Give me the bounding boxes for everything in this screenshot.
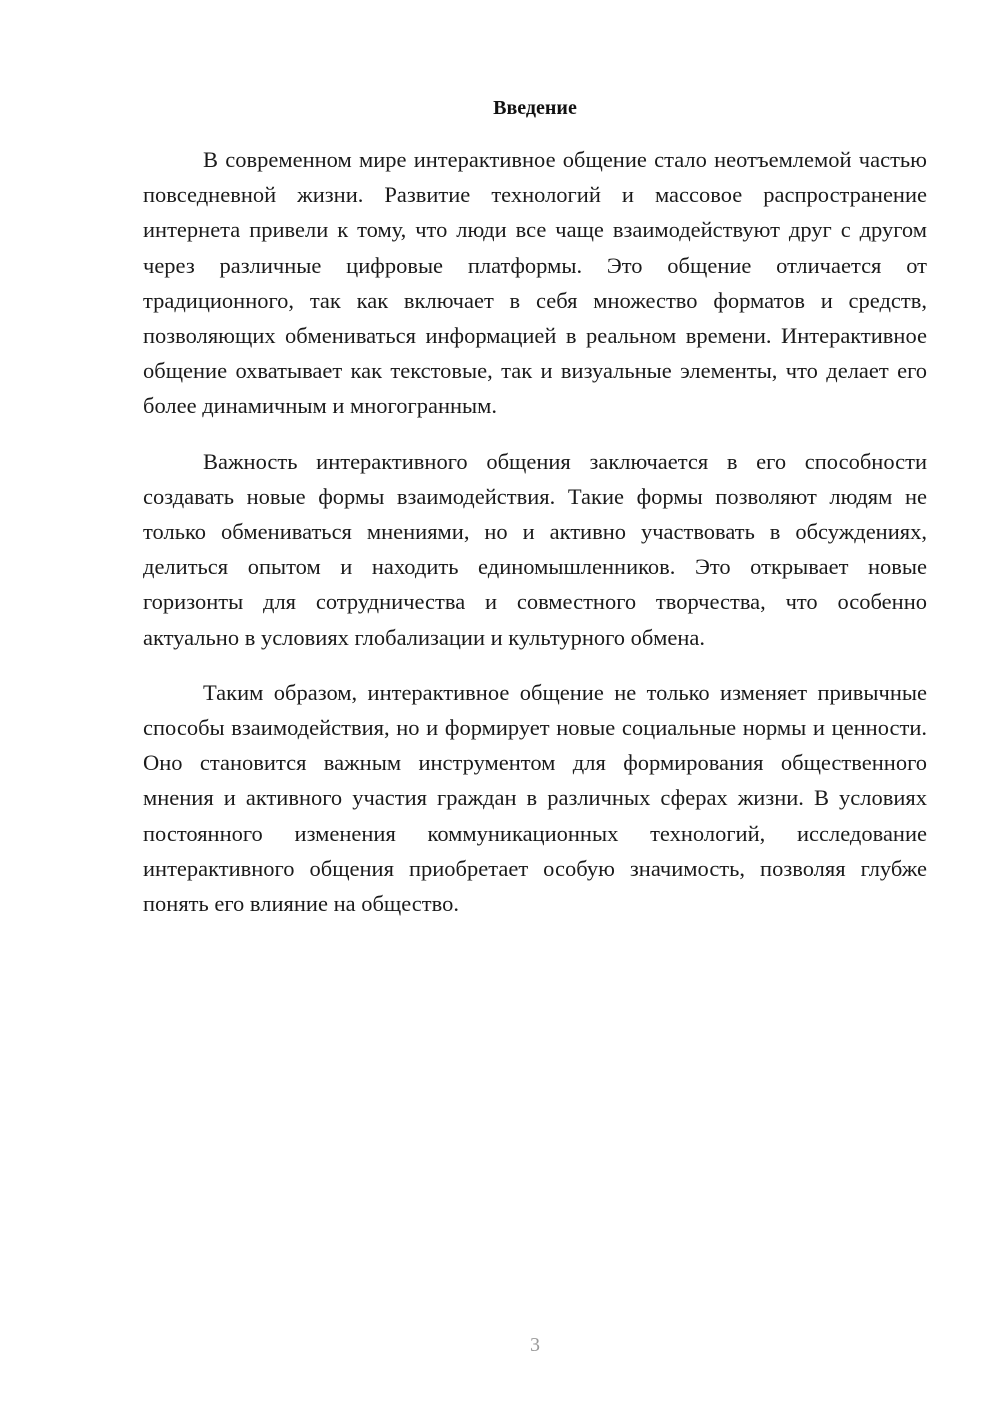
paragraph-2: Важность интерактивного общения заключается в его способности создавать новые формы взаимодействия. Такие формы позволяют людям не только обмениваться мнениями, но и активно участвовать в обсуждениях, делиться опытом и находить единомышленников. Это открывает новые горизонты для сотрудничества и совместного творчества, что особенно актуально в условиях глобализации и культурного обмена. bbox=[143, 448, 927, 650]
paragraph-1: В современном мире интерактивное общение стало неотъемлемой частью повседневной жизни. Развитие технологий и массовое распространение интернета привели к тому, что люди все чаще взаимодействуют друг с другом через различные цифровые платформы. Это общение отличается от традиционного, так как включает в себя множество форматов и средств, позволяющих обмениваться информацией в реальном времени. Интерактивное общение охватывает как текстовые, так и визуальные элементы, что делает его более динамичным и многогранным. bbox=[143, 147, 927, 419]
document-body bbox=[143, 142, 927, 941]
paragraph-3: Таким образом, интерактивное общение не только изменяет привычные способы взаимодействия, но и формирует новые социальные нормы и ценности. Оно становится важным инструментом для формирования общественного мнения и активного участия граждан в различных сферах жизни. В условиях постоянного изменения коммуникационных технологий, исследование интерактивного общения приобретает особую значимость, позволяя глубже понять его влияние на общество. bbox=[143, 679, 927, 917]
page-title: Введение bbox=[493, 97, 577, 119]
page-number: 3 bbox=[530, 1334, 540, 1356]
